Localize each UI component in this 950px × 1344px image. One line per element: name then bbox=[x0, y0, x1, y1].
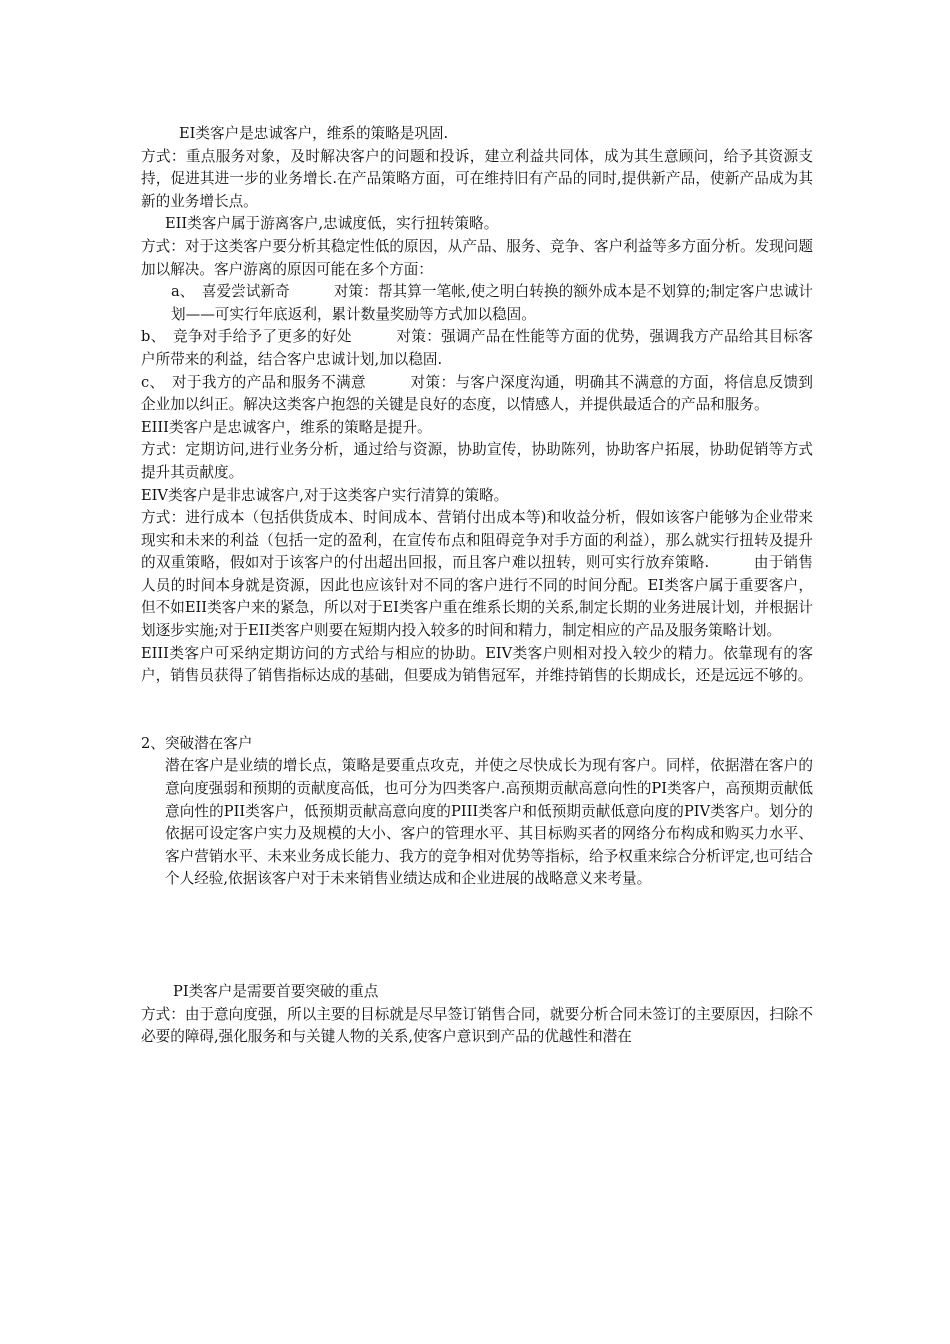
paragraph-pi-title: PI类客户是需要首要突破的重点 bbox=[173, 983, 379, 1000]
paragraph-ei-method: 方式：重点服务对象，及时解决客户的问题和投诉，建立利益共同体，成为其生意顾问，给予其资源支持，促进其进一步的业务增长.在产品策略方面，可在维持旧有产品的同时,提供新产品，使新产品成为其新的业务增长点。 bbox=[141, 147, 813, 210]
document-body bbox=[141, 123, 813, 1049]
paragraph-eii-item-c: c、 对于我方的产品和服务不满意 对策：与客户深度沟通，明确其不满意的方面，将信息反馈到企业加以纠正。解决这类客户抱怨的关键是良好的态度，以情感人，并提供最适合的产品和服务。 bbox=[141, 373, 813, 414]
paragraph-eiv-method: 方式：进行成本（包括供货成本、时间成本、营销付出成本等)和收益分析，假如该客户能够为企业带来现实和未来的利益（包括一定的盈利，在宣传布点和阻碍竞争对手方面的利益），那么就实行扭转及提升的双重策略，假如对于该客户的付出超出回报，而且客户难以扭转，则可实行放弃策略. 由于销售人员的时间本身就是资源，因此也应该针对不同的客户进行不同的时间分配。EI类客户属于重要客户，但不如EII类客户来的紧急，所以对于EI类客户重在维系长期的关系,制定长期的业务进展计划，并根据计划逐步实施;对于EII类客户则要在短期内投入较多的时间和精力，制定相应的产品及服务策略计划。 bbox=[141, 509, 813, 640]
paragraph-eii-method: 方式：对于这类客户要分析其稳定性低的原因，从产品、服务、竞争、客户利益等多方面分析。发现问题加以解决。客户游离的原因可能在多个方面： bbox=[141, 237, 813, 278]
paragraph-ei-title: EI类客户是忠诚客户，维系的策略是巩固. bbox=[179, 125, 449, 142]
paragraph-potential-intro: 潜在客户是业绩的增长点，策略是要重点攻克，并使之尽快成长为现有客户。同样，依据潜在客户的意向度强弱和预期的贡献度高低，也可分为四类客户.高预期贡献高意向性的PI类客户，高预期贡献低意向性的PII类客户，低预期贡献高意向度的PIII类客户和低预期贡献低意向度的PIV类客户。划分的依据可设定客户实力及规模的大小、客户的管理水平、其目标购买者的网络分布构成和购买力水平、客户营销水平、未来业务成长能力、我方的竞争相对优势等指标，给予权重来综合分析评定,也可结合个人经验,依据该客户对于未来销售业绩达成和企业进展的战略意义来考量。 bbox=[165, 757, 813, 888]
paragraph-pi-method: 方式：由于意向度强，所以主要的目标就是尽早签订销售合同，就要分析合同未签订的主要原因，扫除不必要的障碍,强化服务和与关键人物的关系,使客户意识到产品的优越性和潜在 bbox=[141, 1005, 813, 1046]
paragraph-eiii-eiv-summary: EIII类客户可采纳定期访问的方式给与相应的协助。EIV类客户则相对投入较少的精力。依靠现有的客户，销售员获得了销售指标达成的基础，但要成为销售冠军，并维持销售的长期成长，还是远远不够的。 bbox=[141, 644, 813, 685]
paragraph-eiii-title: EIII类客户是忠诚客户，维系的策略是提升。 bbox=[141, 418, 432, 436]
paragraph-eii-title: EII类客户属于游离客户,忠诚度低，实行扭转策略。 bbox=[165, 215, 499, 233]
paragraph-eii-item-b: b、 竞争对手给予了更多的好处 对策：强调产品在性能等方面的优势，强调我方产品给其目标客户所带来的利益，结合客户忠诚计划,加以稳固. bbox=[141, 328, 813, 368]
section-heading-potential-customers: 2、突破潜在客户 bbox=[141, 734, 253, 752]
section-spacer bbox=[141, 891, 813, 981]
section-spacer bbox=[141, 688, 813, 733]
paragraph-eiii-method: 方式：定期访问,进行业务分析，通过给与资源，协助宣传，协助陈列，协助客户拓展，协助促销等方式提升其贡献度。 bbox=[141, 441, 813, 481]
paragraph-eii-item-a: a、 喜爱尝试新奇 对策：帮其算一笔帐,使之明白转换的额外成本是不划算的;制定客户忠诚计划——可实行年底返利，累计数量奖励等方式加以稳固。 bbox=[171, 283, 813, 323]
paragraph-eiv-title: EIV类客户是非忠诚客户,对于这类客户实行清算的策略。 bbox=[141, 486, 509, 504]
